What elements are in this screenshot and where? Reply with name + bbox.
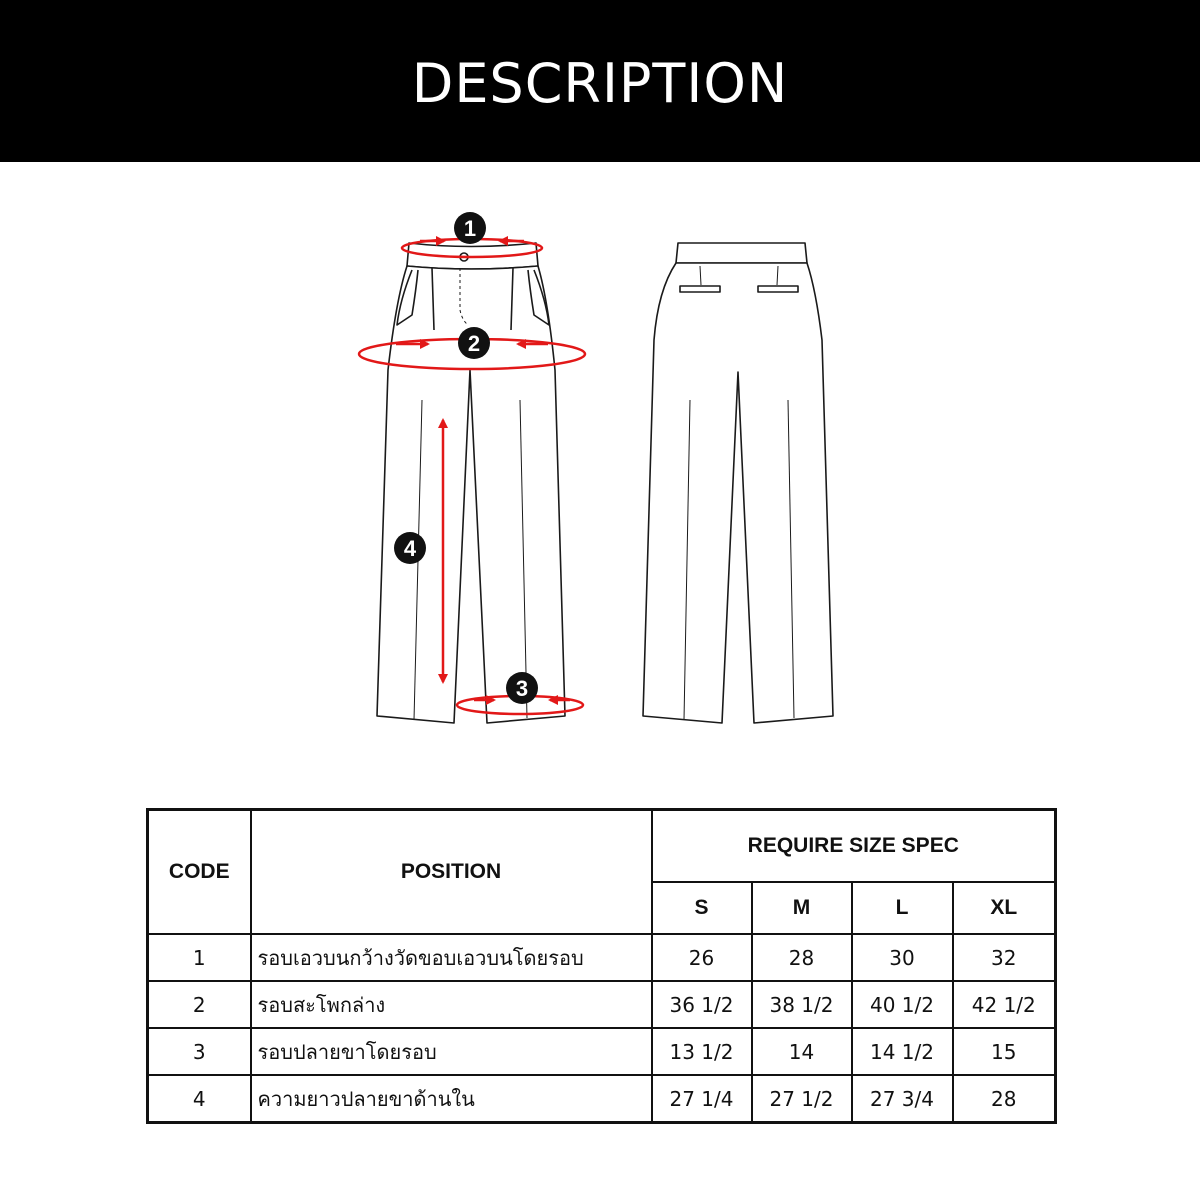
marker-4 [394, 532, 426, 564]
value-l: 27 3/4 [852, 1075, 953, 1123]
marker-2 [458, 327, 490, 359]
value-l: 14 1/2 [852, 1028, 953, 1075]
header-position: POSITION [251, 810, 652, 935]
value-s: 26 [652, 934, 752, 981]
value-s: 13 1/2 [652, 1028, 752, 1075]
pants-front-view [377, 243, 565, 723]
svg-text:4: 4 [403, 536, 417, 561]
marker-1 [454, 212, 486, 244]
header-size-xl: XL [953, 882, 1056, 934]
value-m: 38 1/2 [752, 981, 852, 1028]
svg-text:1: 1 [463, 216, 477, 241]
table-row [148, 981, 1056, 1028]
table-row [148, 934, 1056, 981]
row-position: รอบสะโพกล่าง [251, 981, 652, 1028]
header-code: CODE [148, 810, 251, 935]
header-size-m: M [752, 882, 852, 934]
value-m: 27 1/2 [752, 1075, 852, 1123]
value-m: 28 [752, 934, 852, 981]
marker-3 [506, 672, 538, 704]
value-xl: 42 1/2 [953, 981, 1056, 1028]
value-s: 36 1/2 [652, 981, 752, 1028]
row-code: 2 [148, 981, 251, 1028]
page-title: DESCRIPTION [411, 52, 789, 115]
value-l: 30 [852, 934, 953, 981]
svg-text:3: 3 [515, 676, 529, 701]
row-position: รอบเอวบนกว้างวัดขอบเอวบนโดยรอบ [251, 934, 652, 981]
row-code: 1 [148, 934, 251, 981]
value-xl: 32 [953, 934, 1056, 981]
value-l: 40 1/2 [852, 981, 953, 1028]
value-s: 27 1/4 [652, 1075, 752, 1123]
row-position: ความยาวปลายขาด้านใน [251, 1075, 652, 1123]
svg-text:2: 2 [467, 331, 481, 356]
row-code: 4 [148, 1075, 251, 1123]
value-xl: 15 [953, 1028, 1056, 1075]
table-row [148, 1028, 1056, 1075]
value-xl: 28 [953, 1075, 1056, 1123]
header-size-l: L [852, 882, 953, 934]
size-spec-table [146, 808, 1057, 1124]
value-m: 14 [752, 1028, 852, 1075]
header-require-size-spec: REQUIRE SIZE SPEC [652, 810, 1056, 883]
table-header-row [148, 810, 1056, 883]
row-position: รอบปลายขาโดยรอบ [251, 1028, 652, 1075]
table-row [148, 1075, 1056, 1123]
row-code: 3 [148, 1028, 251, 1075]
header-size-s: S [652, 882, 752, 934]
pants-back-view [643, 243, 833, 723]
